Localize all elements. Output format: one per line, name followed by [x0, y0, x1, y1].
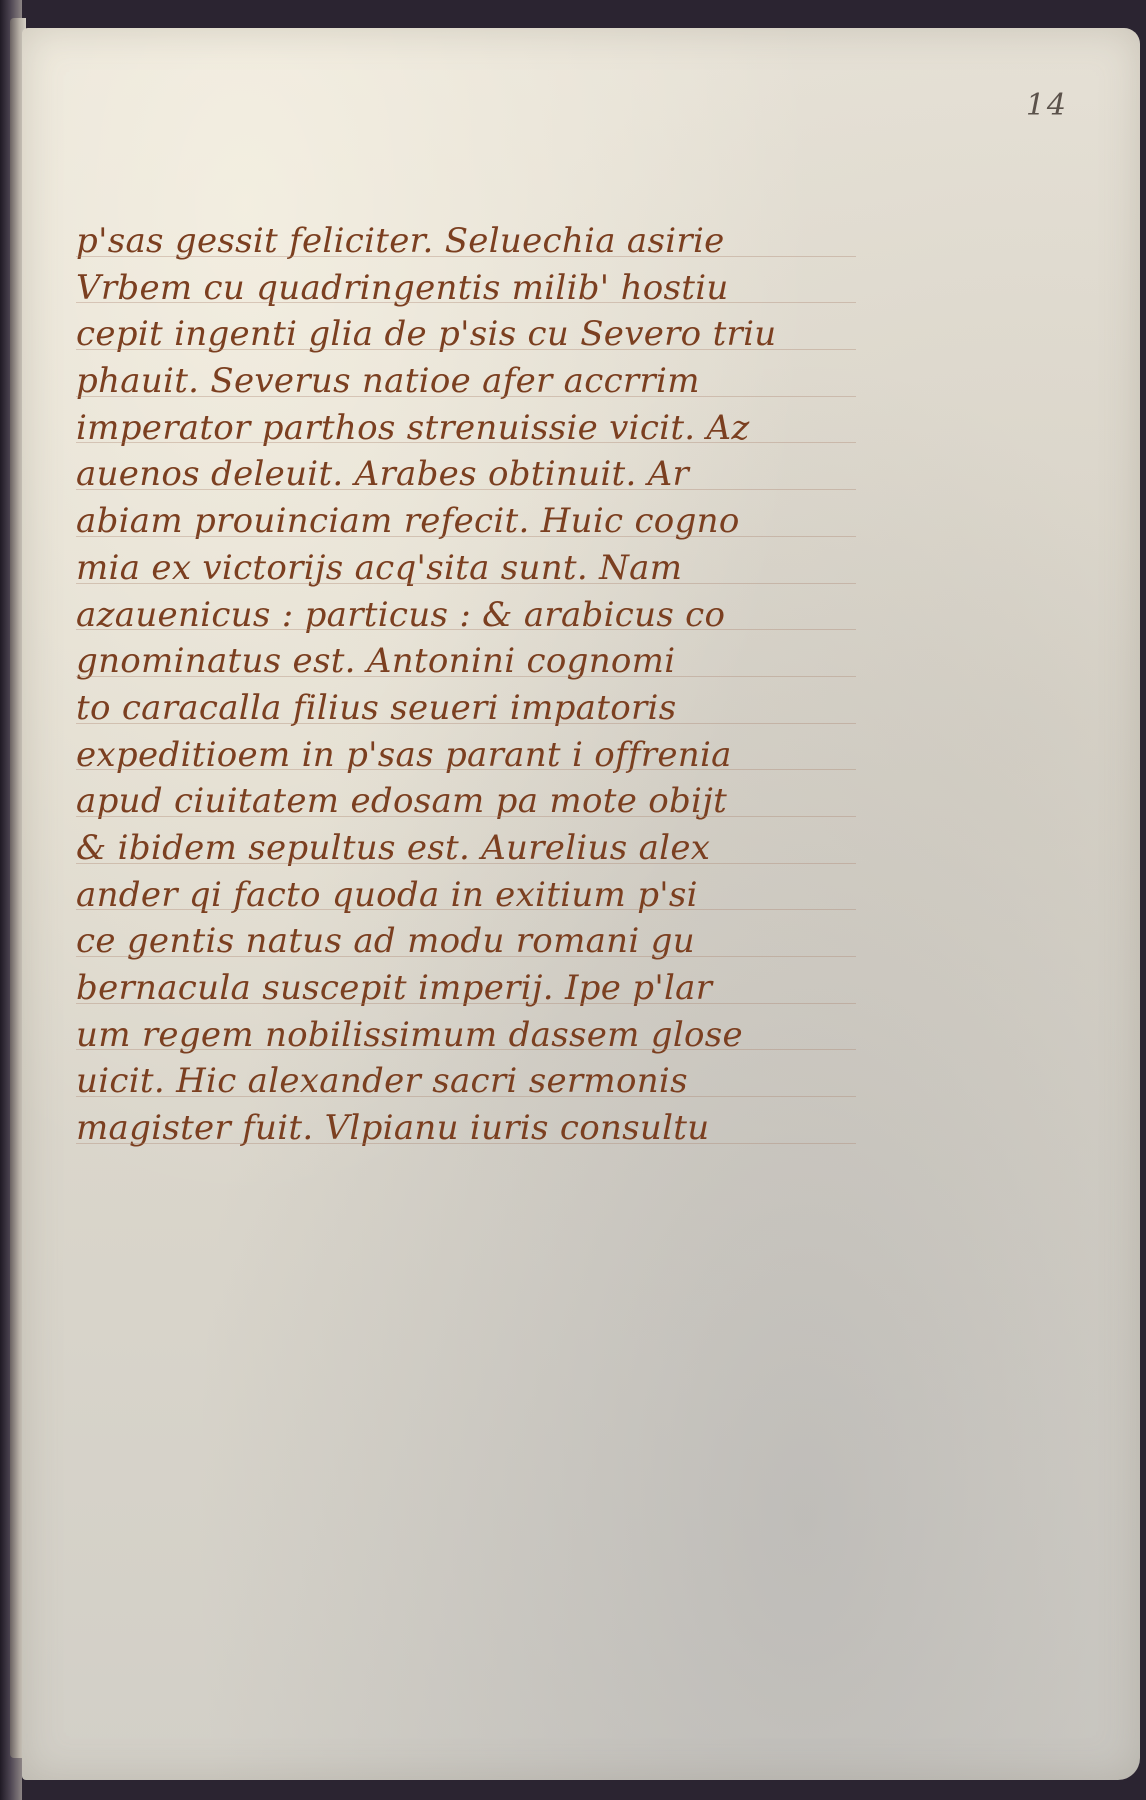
manuscript-page	[22, 28, 1140, 1780]
text-line: azauenicus : particus : & arabicus co	[76, 592, 856, 639]
text-line: to caracalla filius seueri impatoris	[76, 685, 856, 732]
text-line: abiam prouinciam refecit. Huic cogno	[76, 498, 856, 545]
text-line: um regem nobilissimum dassem glose	[76, 1012, 856, 1059]
text-line: imperator parthos strenuissie vicit. Az	[76, 405, 856, 452]
text-line: mia ex victorijs acq'sita sunt. Nam	[76, 545, 856, 592]
text-line: ander qi facto quoda in exitium p'si	[76, 872, 856, 919]
text-line: ce gentis natus ad modu romani gu	[76, 918, 856, 965]
text-line: expeditioem in p'sas parant i offrenia	[76, 732, 856, 779]
text-line: p'sas gessit feliciter. Seluechia asirie	[76, 218, 856, 265]
text-line: Vrbem cu quadringentis milib' hostiu	[76, 265, 856, 312]
text-line: uicit. Hic alexander sacri sermonis	[76, 1058, 856, 1105]
text-line: cepit ingenti glia de p'sis cu Severo triu	[76, 311, 856, 358]
text-line: magister fuit. Vlpianu iuris consultu	[76, 1105, 856, 1152]
folio-number: 14	[1025, 88, 1068, 123]
text-line: apud ciuitatem edosam pa mote obijt	[76, 778, 856, 825]
text-line: auenos deleuit. Arabes obtinuit. Ar	[76, 451, 856, 498]
text-line: phauit. Severus natioe afer accrrim	[76, 358, 856, 405]
manuscript-text-block	[76, 218, 856, 1152]
text-line: & ibidem sepultus est. Aurelius alex	[76, 825, 856, 872]
text-line: gnominatus est. Antonini cognomi	[76, 638, 856, 685]
text-line: bernacula suscepit imperij. Ipe p'lar	[76, 965, 856, 1012]
